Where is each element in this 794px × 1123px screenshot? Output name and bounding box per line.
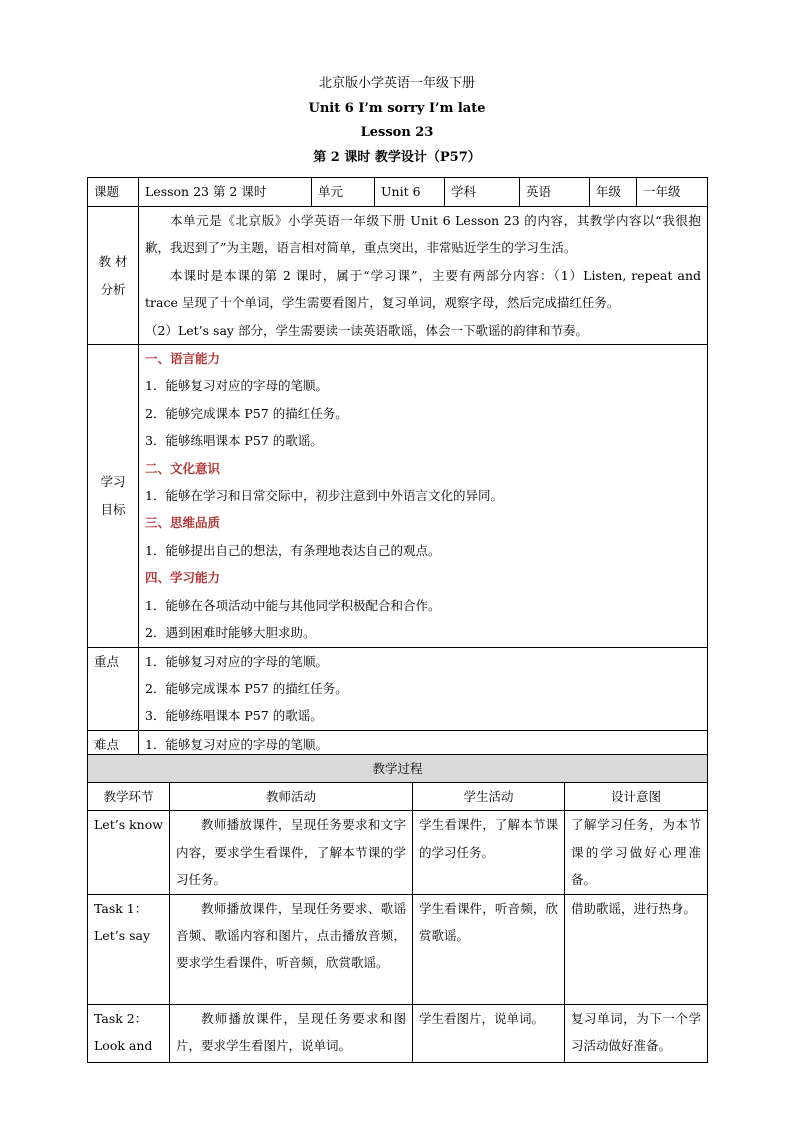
stage-cell xyxy=(88,1004,170,1062)
topic-label: 课题 xyxy=(88,178,139,207)
student-activity: 学生看课件，了解本节课的学习任务。 xyxy=(413,811,565,894)
objective-heading-3: 三、思维品质 xyxy=(145,515,221,531)
objectives-label-line2: 目标 xyxy=(100,501,126,517)
col-header-design: 设计意图 xyxy=(565,783,708,811)
title-line-1: 北京版小学英语一年级下册 xyxy=(318,76,475,91)
objective-item: 2．遇到困难时能够大胆求助。 xyxy=(145,625,316,641)
key-points-content xyxy=(139,647,708,730)
col-header-stage: 教学环节 xyxy=(88,783,170,811)
stage-cell xyxy=(88,811,170,894)
teacher-activity: 教师播放课件，呈现任务要求、歌谣音频、歌谣内容和图片，点击播放音频，要求学生看课件，听音频，欣赏歌谣。 xyxy=(170,894,413,1004)
objective-item: 3．能够练唱课本 P57 的歌谣。 xyxy=(145,433,323,449)
student-activity: 学生看图片，说单词。 xyxy=(413,1004,565,1062)
design-intent: 了解学习任务，为本节课的学习做好心理准备。 xyxy=(565,811,708,894)
objectives-label xyxy=(88,345,139,647)
grade-label: 年级 xyxy=(590,178,637,207)
title-line-2: Unit 6 I’m sorry I’m late xyxy=(308,100,486,116)
table-row xyxy=(88,811,708,894)
key-point-item: 2．能够完成课本 P57 的描红任务。 xyxy=(145,680,348,696)
student-activity: 学生看课件，听音频，欣赏歌谣。 xyxy=(413,894,565,1004)
stage-line-1: Task 2： xyxy=(94,1010,148,1026)
process-table xyxy=(87,754,708,1063)
subject-value: 英语 xyxy=(520,178,590,207)
objective-heading-1: 一、语言能力 xyxy=(145,351,221,367)
key-points-label: 重点 xyxy=(88,647,139,730)
analysis-paragraph-3: （2）Let’s say 部分，学生需要读一读英语歌谣，体会一下歌谣的韵律和节奏。 xyxy=(145,322,588,338)
objective-item: 1．能够在各项活动中能与其他同学积极配合和合作。 xyxy=(145,597,441,613)
difficulty-label: 难点 xyxy=(88,730,139,758)
subject-label: 学科 xyxy=(445,178,520,207)
stage-line-1: Task 1： xyxy=(94,900,148,916)
title-line-3: Lesson 23 xyxy=(360,125,434,140)
topic-value: Lesson 23 第 2 课时 xyxy=(139,178,312,207)
info-table xyxy=(87,177,708,759)
objective-heading-4: 四、学习能力 xyxy=(145,570,221,586)
objective-item: 1．能够在学习和日常交际中，初步注意到中外语言文化的异同。 xyxy=(145,488,503,504)
teacher-activity: 教师播放课件，呈现任务要求和文字内容，要求学生看课件，了解本节课的学习任务。 xyxy=(170,811,413,894)
difficulty-content: 1．能够复习对应的字母的笔顺。 xyxy=(139,730,708,758)
analysis-content xyxy=(139,207,708,345)
objectives-content xyxy=(139,345,708,647)
process-title: 教学过程 xyxy=(88,755,708,783)
design-intent: 复习单词，为下一个学习活动做好准备。 xyxy=(565,1004,708,1062)
analysis-label-line1: 教 材 xyxy=(98,254,128,270)
teacher-activity: 教师播放课件，呈现任务要求和图片，要求学生看图片，说单词。 xyxy=(170,1004,413,1062)
unit-value: Unit 6 xyxy=(375,178,445,207)
col-header-teacher: 教师活动 xyxy=(170,783,413,811)
stage-line-1: Let’s know xyxy=(94,817,163,833)
table-row xyxy=(88,1004,708,1062)
design-intent: 借助歌谣，进行热身。 xyxy=(565,894,708,1004)
table-row xyxy=(88,894,708,1004)
col-header-student: 学生活动 xyxy=(413,783,565,811)
objectives-label-line1: 学习 xyxy=(100,474,126,490)
objective-item: 1．能够复习对应的字母的笔顺。 xyxy=(145,378,328,394)
analysis-label xyxy=(88,207,139,345)
key-point-item: 3．能够练唱课本 P57 的歌谣。 xyxy=(145,708,323,724)
objective-item: 1．能够提出自己的想法，有条理地表达自己的观点。 xyxy=(145,542,441,558)
stage-line-2: Look and xyxy=(94,1038,153,1054)
document-header xyxy=(0,72,794,170)
unit-label: 单元 xyxy=(312,178,375,207)
objective-item: 2．能够完成课本 P57 的描红任务。 xyxy=(145,405,348,421)
stage-cell xyxy=(88,894,170,1004)
analysis-label-line2: 分析 xyxy=(100,281,126,297)
key-point-item: 1．能够复习对应的字母的笔顺。 xyxy=(145,653,328,669)
stage-line-2: Let’s say xyxy=(94,928,151,944)
objective-heading-2: 二、文化意识 xyxy=(145,460,221,476)
title-line-4: 第 2 课时 教学设计（P57） xyxy=(313,149,481,165)
analysis-paragraph-2: 本课时是本课的第 2 课时，属于“学习课”，主要有两部分内容：（1）Listen, repeat and trace 呈现了十个单词，学生需要看图片，复习单词，观察字母，然后完成描红任务。 xyxy=(145,267,701,311)
analysis-paragraph-1: 本单元是《北京版》小学英语一年级下册 Unit 6 Lesson 23 的内容，其教学内容以“我很抱歉，我迟到了”为主题，语言相对简单，重点突出，非常贴近学生的学习生活。 xyxy=(145,213,701,256)
grade-value: 一年级 xyxy=(637,178,708,207)
